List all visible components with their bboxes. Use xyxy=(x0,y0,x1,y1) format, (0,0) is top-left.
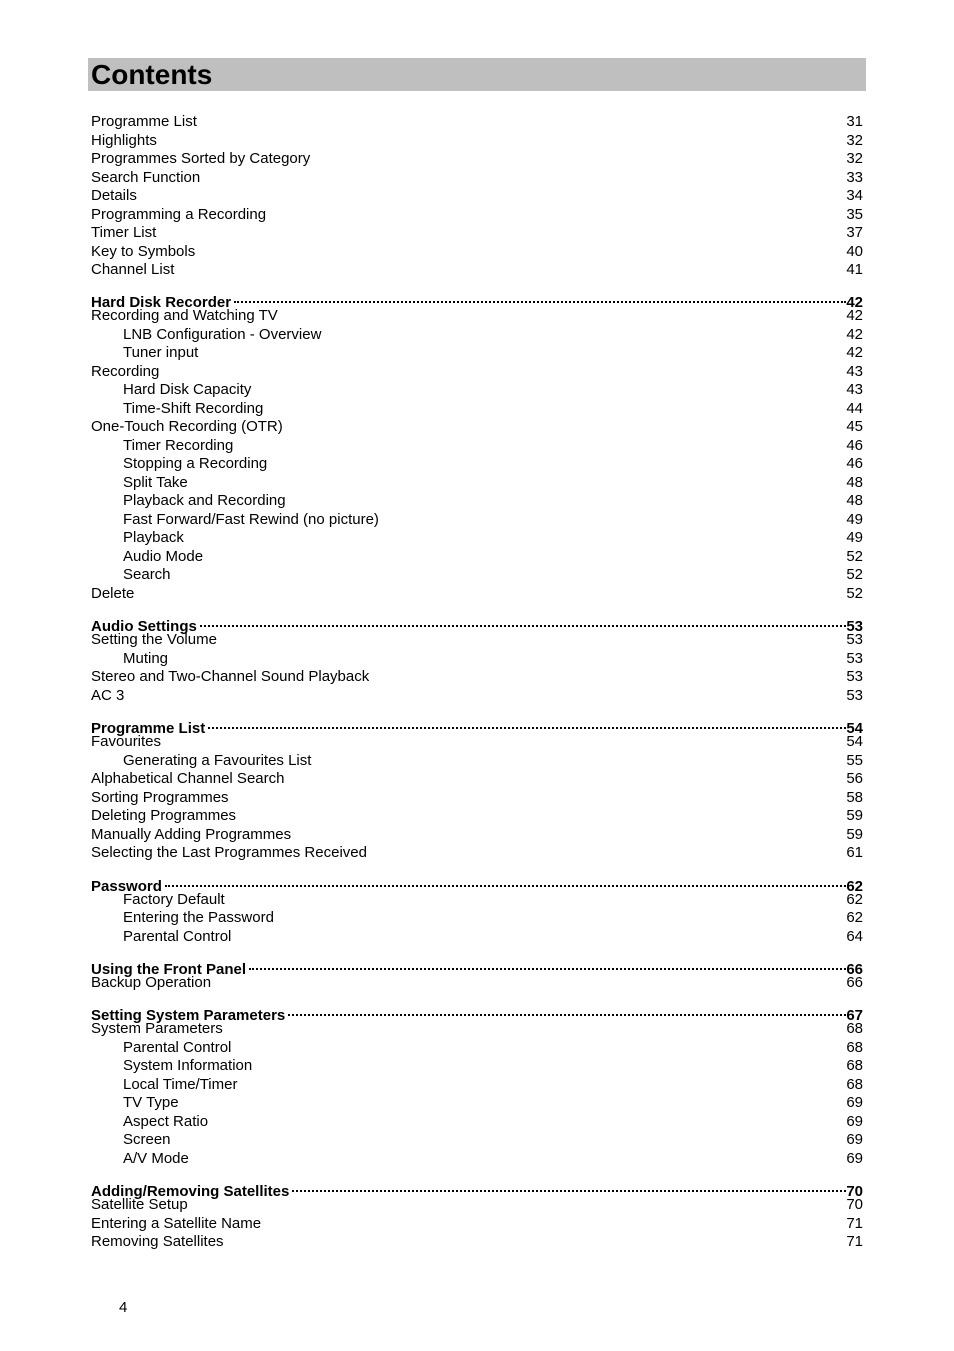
toc-entry-page: 53 xyxy=(846,668,863,686)
toc-entry-page: 69 xyxy=(846,1149,863,1167)
toc-entry[interactable] xyxy=(91,132,863,151)
toc-entry-label: Tuner input xyxy=(123,344,199,362)
toc-section-heading[interactable] xyxy=(91,1002,863,1025)
dot-leader xyxy=(292,1178,846,1197)
toc-entry-label: Playback xyxy=(123,529,184,547)
toc-entry-label: Playback and Recording xyxy=(123,492,286,510)
toc-entry[interactable] xyxy=(91,206,863,225)
toc-entry[interactable] xyxy=(91,668,863,687)
dot-leader xyxy=(234,289,846,308)
toc-entry-label: Split Take xyxy=(123,473,188,491)
toc-entry-label: Recording and Watching TV xyxy=(91,307,278,325)
toc-group xyxy=(91,289,863,604)
toc-entry[interactable] xyxy=(91,492,863,511)
toc-entry[interactable] xyxy=(91,113,863,132)
toc-entry[interactable] xyxy=(91,326,863,345)
toc-entry-page: 52 xyxy=(846,584,863,602)
toc-entry-label: A/V Mode xyxy=(123,1149,189,1167)
toc-entry-page: 64 xyxy=(846,927,863,945)
toc-entry-page: 43 xyxy=(846,381,863,399)
toc-entry-page: 66 xyxy=(846,973,863,991)
toc-entry-label: Muting xyxy=(123,649,169,667)
toc-entry-page: 41 xyxy=(846,261,863,278)
toc-entry[interactable] xyxy=(91,474,863,493)
toc-entry-page: 54 xyxy=(846,720,863,738)
toc-entry-label: System Parameters xyxy=(91,1020,223,1038)
toc-entry-label: Entering a Satellite Name xyxy=(91,1214,262,1232)
toc-entry-label: Password xyxy=(91,877,162,895)
toc-entry-page: 55 xyxy=(846,751,863,769)
toc-entry-page: 34 xyxy=(846,187,863,204)
toc-group xyxy=(91,955,863,992)
toc-entry-page: 53 xyxy=(846,649,863,667)
toc-entry-page: 48 xyxy=(846,473,863,491)
toc-entry-label: Generating a Favourites List xyxy=(123,751,312,769)
toc-entry-page: 31 xyxy=(846,113,863,130)
toc-entry[interactable] xyxy=(91,687,863,706)
toc-entry-label: Using the Front Panel xyxy=(91,960,247,978)
toc-entry[interactable] xyxy=(91,363,863,382)
toc-entry[interactable] xyxy=(91,418,863,437)
toc-entry[interactable] xyxy=(91,752,863,771)
toc-entry-page: 35 xyxy=(846,205,863,223)
page-title: Contents xyxy=(91,59,213,90)
toc-entry[interactable] xyxy=(91,1233,863,1252)
toc-entry-page: 54 xyxy=(846,733,863,751)
toc-entry-label: Stereo and Two-Channel Sound Playback xyxy=(91,668,370,686)
toc-entry[interactable] xyxy=(91,150,863,169)
toc-entry-label: Hard Disk Recorder xyxy=(91,294,232,312)
toc-entry-label: Channel List xyxy=(91,261,175,278)
toc-entry[interactable] xyxy=(91,1113,863,1132)
toc-entry[interactable] xyxy=(91,1094,863,1113)
toc-entry[interactable] xyxy=(91,381,863,400)
toc-entry-label: Deleting Programmes xyxy=(91,807,237,825)
toc-entry-page: 52 xyxy=(846,566,863,584)
toc-entry[interactable] xyxy=(91,585,863,604)
toc-entry-label: Adding/Removing Satellites xyxy=(91,1183,290,1201)
toc-entry-page: 70 xyxy=(846,1196,863,1214)
toc-entry[interactable] xyxy=(91,826,863,845)
toc-entry-page: 42 xyxy=(846,344,863,362)
toc-entry-label: Local Time/Timer xyxy=(123,1075,238,1093)
toc-entry[interactable] xyxy=(91,909,863,928)
toc-entry-page: 71 xyxy=(846,1214,863,1232)
toc-entry-page: 69 xyxy=(846,1112,863,1130)
toc-entry-page: 59 xyxy=(846,825,863,843)
toc-entry-page: 46 xyxy=(846,436,863,454)
toc-entry-page: 48 xyxy=(846,492,863,510)
toc-entry-page: 52 xyxy=(846,547,863,565)
toc-entry-page: 40 xyxy=(846,242,863,260)
toc-entry-page: 46 xyxy=(846,455,863,473)
toc-entry[interactable] xyxy=(91,511,863,530)
toc-entry-label: Programme List xyxy=(91,113,197,130)
toc-entry[interactable] xyxy=(91,1020,863,1039)
toc-entry[interactable] xyxy=(91,437,863,456)
toc-entry[interactable] xyxy=(91,261,863,280)
toc-entry-page: 68 xyxy=(846,1057,863,1075)
toc-entry-page: 71 xyxy=(846,1233,863,1251)
dot-leader xyxy=(200,613,846,632)
toc-entry-page: 56 xyxy=(846,770,863,788)
dot-leader xyxy=(249,955,846,974)
toc-entry[interactable] xyxy=(91,1039,863,1058)
toc-entry-page: 53 xyxy=(846,686,863,704)
toc-entry[interactable] xyxy=(91,1057,863,1076)
toc-group xyxy=(91,613,863,706)
toc-entry-page: 53 xyxy=(846,618,863,636)
toc-group xyxy=(91,1002,863,1169)
toc-entry-label: Removing Satellites xyxy=(91,1233,224,1251)
table-of-contents xyxy=(91,113,863,1261)
toc-group xyxy=(91,872,863,946)
toc-entry-page: 68 xyxy=(846,1038,863,1056)
toc-entry-label: Recording xyxy=(91,362,160,380)
toc-entry-label: Details xyxy=(91,187,137,204)
toc-entry-label: Setting the Volume xyxy=(91,631,217,649)
toc-entry-label: Manually Adding Programmes xyxy=(91,825,292,843)
toc-entry-page: 32 xyxy=(846,150,863,167)
toc-entry-label: Fast Forward/Fast Rewind (no picture) xyxy=(123,510,379,528)
toc-entry-label: System Information xyxy=(123,1057,253,1075)
toc-entry[interactable] xyxy=(91,187,863,206)
toc-entry-label: Delete xyxy=(91,584,135,602)
toc-entry-label: AC 3 xyxy=(91,686,125,704)
toc-entry-page: 37 xyxy=(846,224,863,241)
toc-entry[interactable] xyxy=(91,1131,863,1150)
toc-entry-label: Setting System Parameters xyxy=(91,1007,286,1025)
toc-entry-page: 62 xyxy=(846,909,863,927)
toc-entry-page: 42 xyxy=(846,294,863,312)
toc-entry-page: 42 xyxy=(846,307,863,325)
toc-entry-label: Favourites xyxy=(91,733,162,751)
toc-entry-label: Timer List xyxy=(91,224,157,241)
toc-entry[interactable] xyxy=(91,844,863,863)
toc-entry-label: Programming a Recording xyxy=(91,205,267,223)
toc-entry[interactable] xyxy=(91,307,863,326)
toc-entry-label: LNB Configuration - Overview xyxy=(123,325,322,343)
toc-entry-label: Search xyxy=(123,566,171,584)
toc-entry[interactable] xyxy=(91,243,863,262)
toc-entry-label: Aspect Ratio xyxy=(123,1112,209,1130)
toc-entry[interactable] xyxy=(91,455,863,474)
toc-entry-page: 61 xyxy=(846,844,863,862)
toc-entry-label: Parental Control xyxy=(123,927,232,945)
toc-entry-label: Programme List xyxy=(91,720,206,738)
toc-entry-page: 33 xyxy=(846,168,863,186)
toc-entry[interactable] xyxy=(91,789,863,808)
toc-entry-page: 45 xyxy=(846,418,863,436)
toc-section-heading[interactable] xyxy=(91,1178,863,1201)
toc-entry-page: 68 xyxy=(846,1075,863,1093)
toc-entry[interactable] xyxy=(91,344,863,363)
toc-entry-label: One-Touch Recording (OTR) xyxy=(91,418,283,436)
toc-entry-page: 70 xyxy=(846,1183,863,1201)
toc-section-heading[interactable] xyxy=(91,613,863,636)
toc-section-heading[interactable] xyxy=(91,289,863,312)
toc-entry-label: Key to Symbols xyxy=(91,242,196,260)
dot-leader xyxy=(165,872,846,891)
toc-entry-page: 66 xyxy=(846,960,863,978)
toc-entry-page: 62 xyxy=(846,890,863,908)
toc-entry-page: 59 xyxy=(846,807,863,825)
toc-entry-label: Selecting the Last Programmes Received xyxy=(91,844,367,862)
toc-entry-label: Satellite Setup xyxy=(91,1196,188,1214)
page-number: 4 xyxy=(119,1299,128,1316)
toc-entry-page: 58 xyxy=(846,788,863,806)
toc-entry[interactable] xyxy=(91,400,863,419)
toc-entry[interactable] xyxy=(91,650,863,669)
toc-entry-page: 44 xyxy=(846,399,863,417)
toc-entry-page: 32 xyxy=(846,131,863,149)
toc-entry-label: Backup Operation xyxy=(91,973,212,991)
toc-entry[interactable] xyxy=(91,807,863,826)
dot-leader xyxy=(208,715,846,734)
toc-entry-label: Sorting Programmes xyxy=(91,788,229,806)
toc-entry-label: Audio Settings xyxy=(91,618,197,636)
toc-entry[interactable] xyxy=(91,733,863,752)
dot-leader xyxy=(288,1002,846,1021)
toc-section-heading[interactable] xyxy=(91,872,863,895)
toc-group xyxy=(91,113,863,280)
toc-entry-page: 67 xyxy=(846,1007,863,1025)
toc-entry-label: Alphabetical Channel Search xyxy=(91,770,285,788)
toc-entry-page: 49 xyxy=(846,510,863,528)
toc-entry-label: Timer Recording xyxy=(123,436,234,454)
toc-entry[interactable] xyxy=(91,1215,863,1234)
toc-entry[interactable] xyxy=(91,169,863,188)
toc-entry-label: TV Type xyxy=(123,1094,179,1112)
toc-entry-page: 62 xyxy=(846,877,863,895)
toc-entry-page: 42 xyxy=(846,325,863,343)
toc-entry-page: 69 xyxy=(846,1094,863,1112)
toc-entry-label: Screen xyxy=(123,1131,171,1149)
toc-section-heading[interactable] xyxy=(91,955,863,978)
toc-group xyxy=(91,715,863,863)
toc-entry-label: Parental Control xyxy=(123,1038,232,1056)
toc-entry-label: Hard Disk Capacity xyxy=(123,381,252,399)
toc-entry-label: Highlights xyxy=(91,131,157,149)
toc-entry[interactable] xyxy=(91,548,863,567)
toc-entry-label: Stopping a Recording xyxy=(123,455,268,473)
toc-entry[interactable] xyxy=(91,566,863,585)
toc-section-heading[interactable] xyxy=(91,715,863,738)
toc-entry-label: Entering the Password xyxy=(123,909,274,927)
toc-entry[interactable] xyxy=(91,974,863,993)
toc-entry-label: Search Function xyxy=(91,168,201,186)
toc-group xyxy=(91,1178,863,1252)
toc-entry-label: Audio Mode xyxy=(123,547,204,565)
toc-entry[interactable] xyxy=(91,224,863,243)
title-bar xyxy=(88,58,866,91)
toc-entry-label: Programmes Sorted by Category xyxy=(91,150,311,167)
toc-entry[interactable] xyxy=(91,631,863,650)
toc-entry-page: 43 xyxy=(846,362,863,380)
toc-entry[interactable] xyxy=(91,770,863,789)
toc-entry[interactable] xyxy=(91,529,863,548)
toc-entry-page: 49 xyxy=(846,529,863,547)
toc-entry[interactable] xyxy=(91,891,863,910)
toc-entry-page: 53 xyxy=(846,631,863,649)
toc-entry-label: Time-Shift Recording xyxy=(123,399,264,417)
toc-entry-page: 69 xyxy=(846,1131,863,1149)
toc-entry[interactable] xyxy=(91,1076,863,1095)
toc-entry-label: Factory Default xyxy=(123,890,225,908)
toc-entry[interactable] xyxy=(91,1150,863,1169)
toc-entry-page: 68 xyxy=(846,1020,863,1038)
toc-entry[interactable] xyxy=(91,928,863,947)
